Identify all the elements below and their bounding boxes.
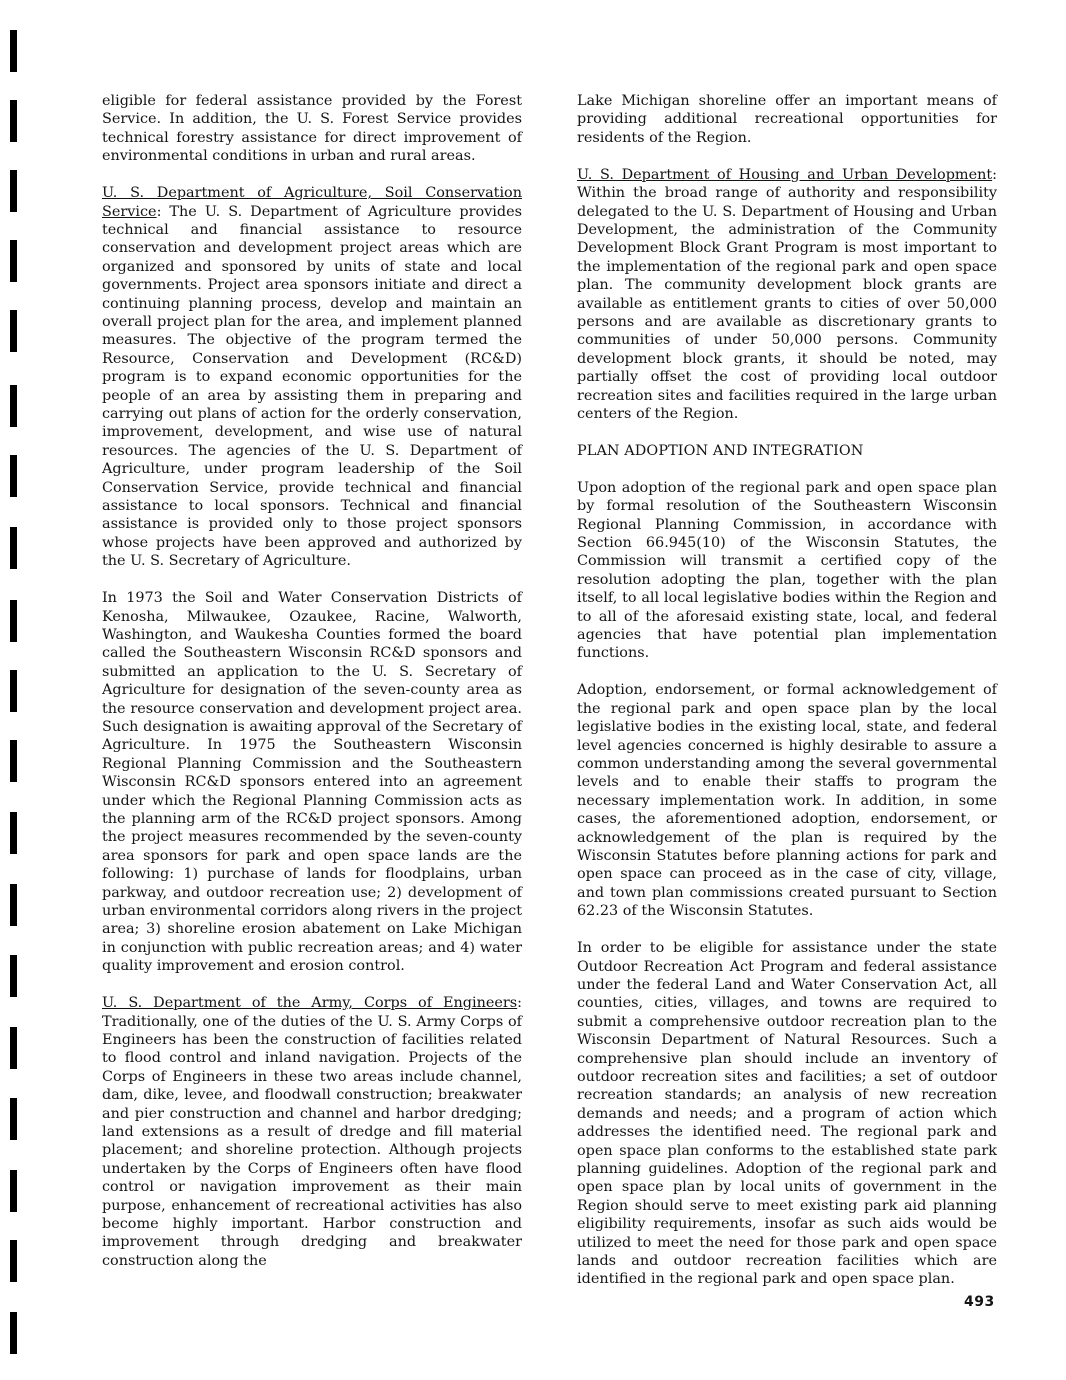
paragraph-rcd-sponsors: In 1973 the Soil and Water Conservation Districts of Kenosha, Milwaukee, Ozaukee, Racine, Walworth, Washington, and Waukesha Counties formed the board called the Southeastern Wisconsin RC&D sponsors and submitted an application to the U. S. Secretary of Agriculture for designation of the seven-county area as the resource conservation and development project area. Such designation is awaiting approval of the Secretary of Agriculture. In 1975 the Southeastern Wisconsin Regional Planning Commission and the Southeastern Wisconsin RC&D sponsors entered into an agreement under which the Regional Planning Commission acts as the planning arm of the RC&D project sponsors. Among the project measures recommended by the seven-county area sponsors for park and open space lands are the following: 1) purchase of lands for floodplains, urban parkway, and outdoor recreation use; 2) development of urban environmental corridors along rivers in the project area; 3) shoreline erosion abatement on Lake Michigan in conjunction with public recreation areas; and 4) water quality improvement and erosion control.	[102, 590, 522, 975]
binding-hole	[10, 385, 17, 427]
heading-soil-conservation: U. S. Department of Agriculture, Soil Conservation Service	[102, 185, 522, 220]
binding-hole	[10, 670, 17, 712]
paragraph-soil-conservation	[102, 184, 522, 571]
paragraph-endorsement: Adoption, endorsement, or formal acknowledgement of the regional park and open space plan by the local legislative bodies in the existing local, state, and federal level agencies concerned is highly desirable to assure a common understanding among the several governmental levels and to enable their staffs to program the necessary implementation work. In addition, in some cases, the aforementioned adoption, endorsement, or acknowledgement of the plan is required by the Wisconsin Statutes before planning actions for park and open space can proceed as in the case of city, village, and town plan commissions created pursuant to Section 62.23 of the Wisconsin Statutes.	[577, 682, 997, 920]
binding-hole	[10, 100, 17, 142]
binding-holes	[10, 0, 24, 1380]
binding-hole	[10, 600, 17, 642]
binding-hole	[10, 740, 17, 782]
binding-hole	[10, 812, 17, 854]
binding-hole	[10, 1098, 17, 1140]
binding-hole	[10, 1312, 17, 1354]
paragraph-eligibility: In order to be eligible for assistance under the state Outdoor Recreation Act Program and federal assistance under the federal Land and Water Conservation Act, all counties, cities, villages, and towns are required to submit a comprehensive outdoor recreation plan to the Wisconsin Department of Natural Resources. Such a comprehensive plan should include an inventory of outdoor recreation sites and facilities; a set of outdoor recreation standards; an analysis of new recreation demands and needs; and a program of action which addresses the identified need. The regional park and open space plan conforms to the established state park planning guidelines. Adoption of the regional park and open space plan by local units of government in the Region should serve to meet existing park aid planning eligibility requirements, insofar as such aids would be utilized to meet the need for those park and open space lands and outdoor recreation facilities which are identified in the regional park and open space plan.	[577, 940, 997, 1288]
page-number: 493	[964, 1294, 995, 1310]
paragraph-lake-michigan: Lake Michigan shoreline offer an important means of providing additional recreational opportunities for residents of the Region.	[577, 93, 997, 146]
paragraph-forest-service: eligible for federal assistance provided by the Forest Service. In addition, the U. S. Forest Service provides technical forestry assistance for direct improvement of environmental conditions in urban and rural areas.	[102, 93, 522, 165]
binding-hole	[10, 955, 17, 997]
binding-hole	[10, 170, 17, 212]
body-soil-conservation: : The U. S. Department of Agriculture provides technical and financial assistance to resource conservation and development project areas which are organized and sponsored by units of state and local governments. Project area sponsors initiate and direct a continuing planning process, develop and maintain an overall project plan for the area, and implement planned measures. The objective of the program termed the Resource, Conservation and Development (RC&D) program is to expand economic opportunities for the people of an area by assisting them in preparing and carrying out plans of action for the orderly conservation, improvement, development, and wise use of natural resources. The agencies of the U. S. Department of Agriculture, under program leadership of the Soil Conservation Service, provide technical and financial assistance to local sponsors. Technical and financial assistance is provided only to those project sponsors whose projects have been approved and authorized by the U. S. Secretary of Agriculture.	[102, 203, 522, 570]
heading-corps-of-engineers: U. S. Department of the Army, Corps of Engineers	[102, 995, 518, 1012]
binding-hole	[10, 240, 17, 282]
paragraph-corps-of-engineers	[102, 994, 522, 1270]
binding-hole	[10, 310, 17, 352]
right-column	[577, 92, 997, 1307]
body-housing-urban-development: : Within the broad range of authority and responsibility delegated to the U. S. Department of Housing and Urban Development, the administration of the Community Development Block Grant Program is most important to the implementation of the regional park and open space plan. The community development block grants are available as entitlement grants to cities of over 50,000 persons and are available as discretionary grants to communities of under 50,000 persons. Community development block grants, it should be noted, may partially offset the cost of providing local outdoor recreation sites and facilities required in the large urban centers of the Region.	[577, 166, 997, 422]
binding-hole	[10, 527, 17, 569]
binding-hole	[10, 455, 17, 497]
binding-hole	[10, 1170, 17, 1212]
binding-hole	[10, 1027, 17, 1069]
heading-housing-urban-development: U. S. Department of Housing and Urban Development	[577, 166, 993, 183]
paragraph-plan-adoption: Upon adoption of the regional park and open space plan by formal resolution of the Southeastern Wisconsin Regional Planning Commission, in accordance with Section 66.945(10) of the Wisconsin Statutes, the Commission will transmit a certified copy of the resolution adopting the plan, together with the plan itself, to all local legislative bodies within the Region and to all of the aforesaid existing state, local, and federal agencies that have potential plan implementation functions.	[577, 479, 997, 662]
body-corps-of-engineers: : Traditionally, one of the duties of the U. S. Army Corps of Engineers has been the construction of facilities related to flood control and inland navigation. Projects of the Corps of Engineers in these two areas include channel, dam, dike, levee, and floodwall construction; breakwater and pier construction and channel and harbor dredging; land extensions as a result of dredge and fill material placement; and shoreline protection. Although projects undertaken by the Corps of Engineers often have flood control or navigation improvement as their main purpose, enhancement of recreational activities has also become highly important. Harbor construction and improvement through dredging and breakwater construction along the	[102, 995, 522, 1269]
binding-hole	[10, 30, 17, 72]
binding-hole	[10, 1240, 17, 1282]
paragraph-housing-urban-development	[577, 166, 997, 424]
left-column	[102, 92, 522, 1289]
binding-hole	[10, 884, 17, 926]
section-heading: PLAN ADOPTION AND INTEGRATION	[577, 442, 864, 459]
